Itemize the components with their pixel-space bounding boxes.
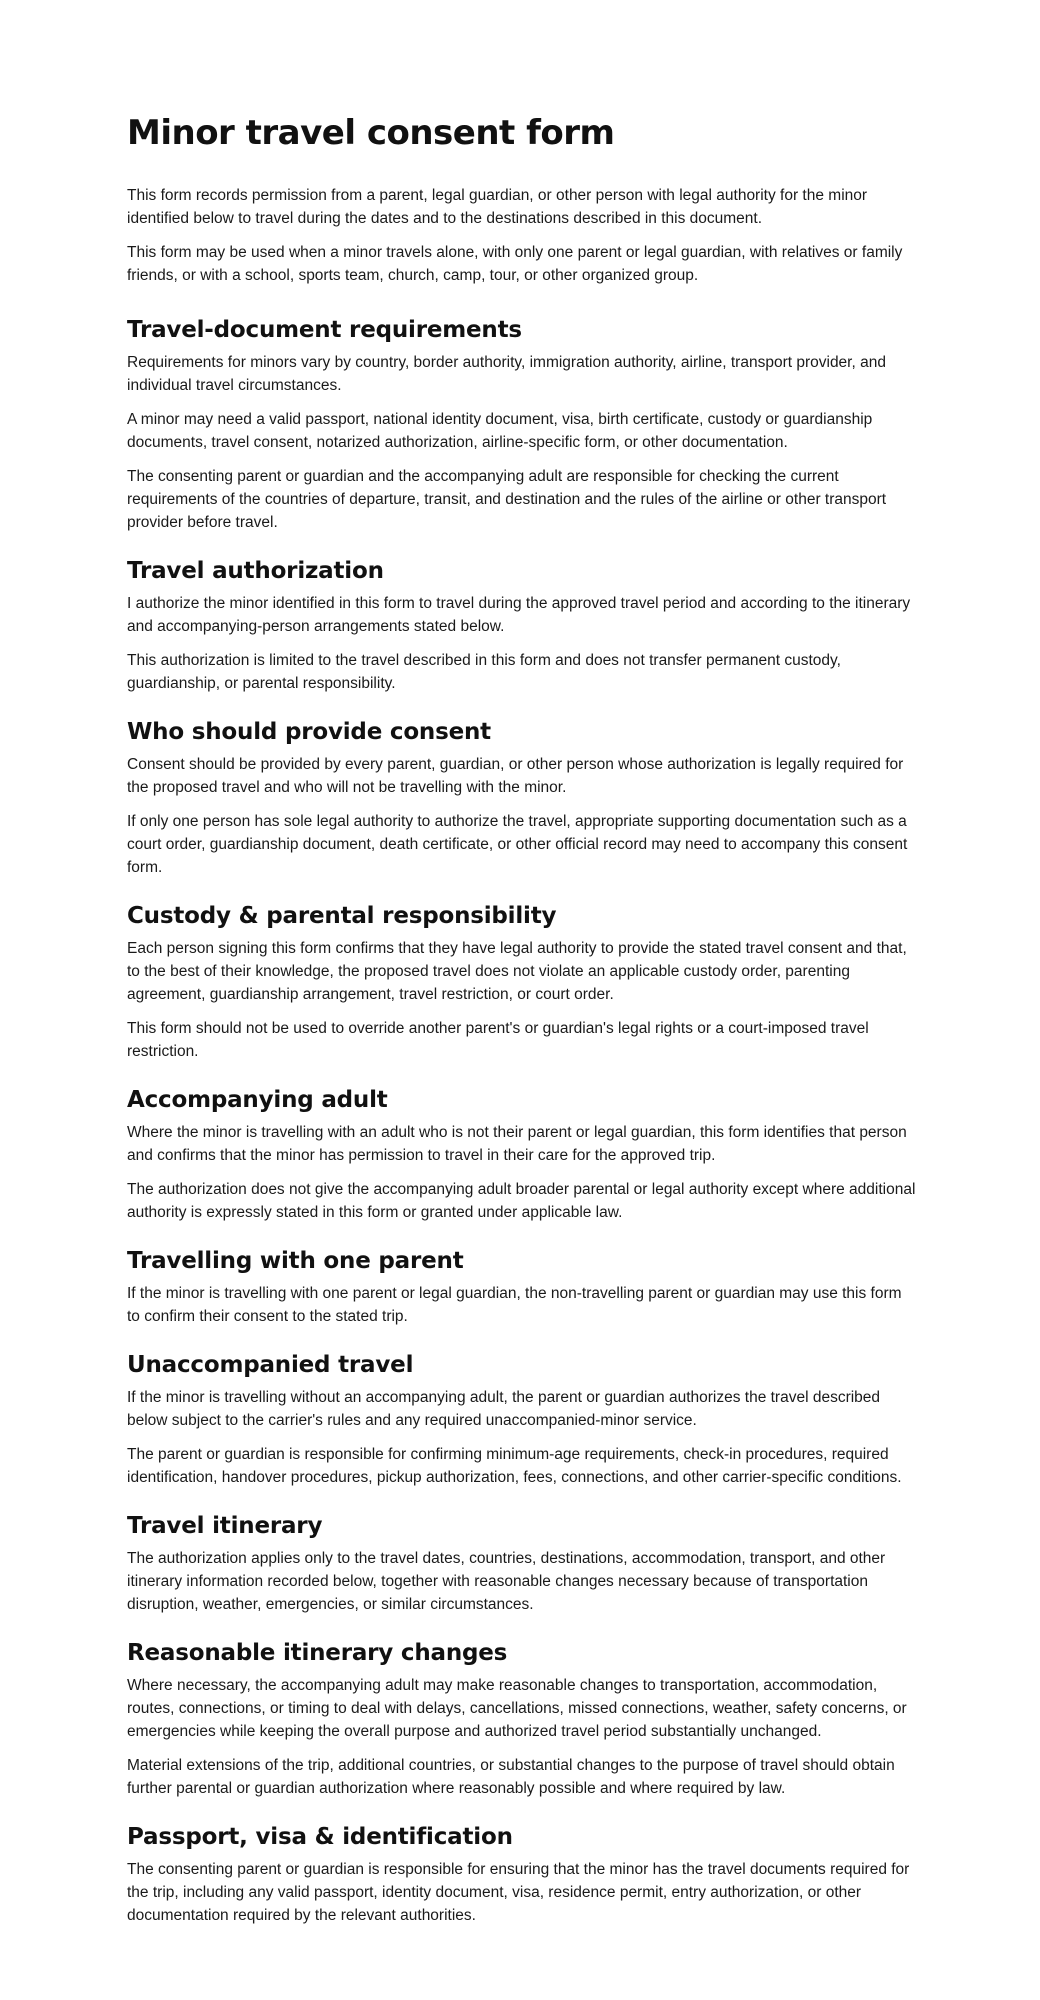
section-paragraph: This form should not be used to override another parent's or guardian's legal rights or a court-imposed travel restriction. [127,1020,869,1060]
section-paragraph: The authorization applies only to the travel dates, countries, destinations, accommodation, transport, and other itinerary information recorded below, together with reasonable changes necessary because of transportation disruption, weather, emergencies, or similar circumstances. [127,1550,886,1613]
section-heading: Travelling with one parent [127,1248,464,1274]
section-paragraph: If the minor is travelling with one parent or legal guardian, the non-travelling parent or guardian may use this form to confirm their consent to the stated trip. [127,1285,902,1325]
consent-form-document [127,112,917,1949]
section-travel-authorization [127,556,917,695]
section-heading: Travel authorization [127,558,384,584]
section-paragraph: Each person signing this form confirms that they have legal authority to provide the stated travel consent and that, to the best of their knowledge, the proposed travel does not violate an applicable custody order, parenting agreement, guardianship arrangement, travel restriction, or court order. [127,940,907,1003]
section-heading: Passport, visa & identification [127,1824,513,1850]
section-paragraph: I authorize the minor identified in this form to travel during the approved travel period and according to the itinerary and accompanying-person arrangements stated below. [127,595,911,635]
section-heading: Custody & parental responsibility [127,903,557,929]
section-paragraph: Where necessary, the accompanying adult may make reasonable changes to transportation, accommodation, routes, connections, or timing to deal with delays, cancellations, missed connections, weather, safety concerns, or emergencies while keeping the overall purpose and authorized travel period substantially unchanged. [127,1677,907,1740]
section-paragraph: Where the minor is travelling with an adult who is not their parent or legal guardian, this form identifies that person and confirms that the minor has permission to travel in their care for the approved trip. [127,1124,907,1164]
intro-section [127,184,917,287]
section-who-should-provide-consent [127,717,917,879]
section-paragraph: Consent should be provided by every parent, guardian, or other person whose authorization is legally required for the proposed travel and who will not be travelling with the minor. [127,756,904,796]
section-paragraph: A minor may need a valid passport, national identity document, visa, birth certificate, custody or guardianship documents, travel consent, notarized authorization, airline-specific form, or other documentation. [127,411,873,451]
section-heading: Unaccompanied travel [127,1352,414,1378]
section-paragraph: The consenting parent or guardian and the accompanying adult are responsible for checking the current requirements of the countries of departure, transit, and destination and the rules of the airline or other transport provider before travel. [127,468,887,531]
section-heading: Reasonable itinerary changes [127,1640,508,1666]
section-paragraph: The consenting parent or guardian is responsible for ensuring that the minor has the travel documents required for the trip, including any valid passport, identity document, visa, residence permit, entry authorization, or other documentation required by the relevant authorities. [127,1861,910,1924]
section-paragraph: Material extensions of the trip, additional countries, or substantial changes to the purpose of travel should obtain further parental or guardian authorization where reasonably possible and where required by law. [127,1757,895,1797]
section-reasonable-itinerary-changes [127,1638,917,1800]
intro-paragraph: This form records permission from a parent, legal guardian, or other person with legal authority for the minor identified below to travel during the dates and to the destinations described in this document. [127,187,868,227]
section-paragraph: Requirements for minors vary by country, border authority, immigration authority, airline, transport provider, and individual travel circumstances. [127,354,886,394]
section-travelling-with-one-parent [127,1246,917,1328]
section-heading: Travel itinerary [127,1513,323,1539]
page-title: Minor travel consent form [127,113,615,153]
section-accompanying-adult [127,1085,917,1224]
section-travel-document-requirements [127,315,917,534]
section-travel-itinerary [127,1511,917,1616]
section-custody-parental-responsibility [127,901,917,1063]
section-heading: Travel-document requirements [127,317,522,343]
section-heading: Who should provide consent [127,719,491,745]
section-paragraph: The authorization does not give the accompanying adult broader parental or legal authority except where additional authority is expressly stated in this form or granted under applicable law. [127,1181,916,1221]
section-passport-visa-identification [127,1822,917,1927]
section-heading: Accompanying adult [127,1087,388,1113]
section-paragraph: The parent or guardian is responsible for confirming minimum-age requirements, check-in procedures, required identification, handover procedures, pickup authorization, fees, connections, and other carrier-specific conditions. [127,1446,902,1486]
section-paragraph: This authorization is limited to the travel described in this form and does not transfer permanent custody, guardianship, or parental responsibility. [127,652,841,692]
section-paragraph: If only one person has sole legal authority to authorize the travel, appropriate supporting documentation such as a court order, guardianship document, death certificate, or other official record may need to accompany this consent form. [127,813,908,876]
intro-paragraph: This form may be used when a minor travels alone, with only one parent or legal guardian, with relatives or family friends, or with a school, sports team, church, camp, tour, or other organized group. [127,244,903,284]
section-paragraph: If the minor is travelling without an accompanying adult, the parent or guardian authorizes the travel described below subject to the carrier's rules and any required unaccompanied-minor service. [127,1389,881,1429]
section-unaccompanied-travel [127,1350,917,1489]
